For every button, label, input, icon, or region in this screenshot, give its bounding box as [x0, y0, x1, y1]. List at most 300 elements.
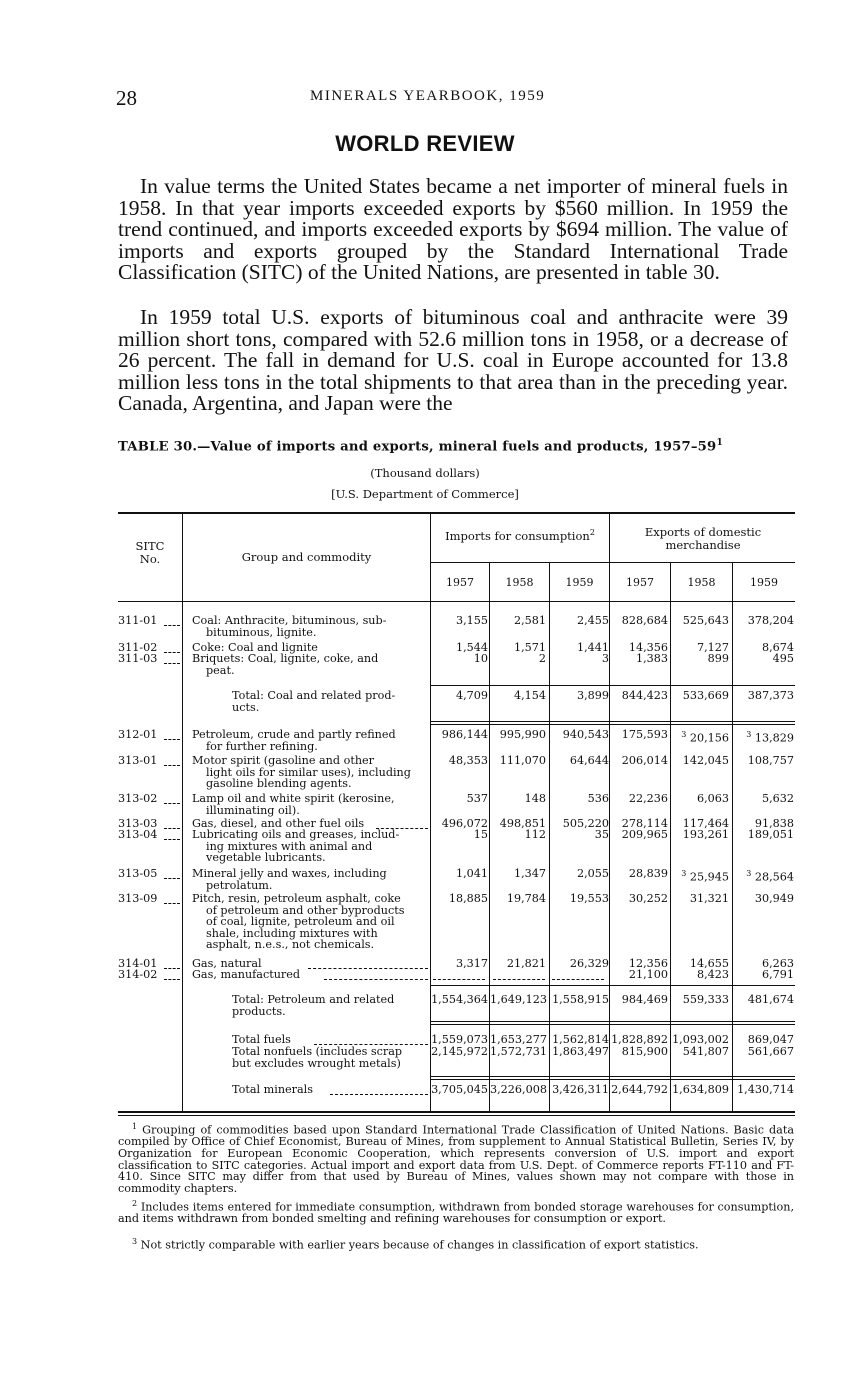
value-cell [549, 994, 609, 1006]
value-cell [610, 1046, 668, 1058]
value-cell [732, 994, 794, 1006]
leader-dots [164, 903, 180, 904]
table-unit: (Thousand dollars) [370, 466, 480, 480]
value-text: 278,114 [621, 817, 668, 830]
value-cell [732, 893, 794, 905]
commodity-label-line: but excludes wrought metals) [232, 1056, 401, 1070]
value-text: 986,144 [441, 728, 488, 741]
value-text: 1,347 [513, 867, 546, 880]
value-text: 4,154 [513, 689, 546, 702]
value-cell [490, 958, 546, 970]
value-text: 844,423 [621, 689, 668, 702]
table-caption [118, 438, 723, 454]
total-rule [430, 1079, 795, 1080]
value-text: 378,204 [747, 614, 794, 627]
value-text: 19,784 [506, 892, 546, 905]
commodity-label [232, 994, 432, 1017]
value-text: 7,127 [696, 641, 729, 654]
value-text: 6,263 [761, 957, 794, 970]
commodity-label-line: ucts. [232, 700, 260, 714]
value-cell [549, 958, 609, 970]
value-cell [610, 868, 668, 880]
value-cell [490, 1034, 546, 1046]
value-text: 111,070 [499, 754, 546, 767]
table-bottom-rule [118, 1111, 795, 1113]
value-text: 1,383 [635, 652, 668, 665]
commodity-label-line: Total fuels [232, 1033, 291, 1046]
value-text: 1,653,277 [490, 1033, 547, 1046]
commodity-label-line: Total nonfuels (includes scrap [232, 1045, 403, 1058]
sitc-code: 311-02 [118, 641, 158, 654]
footnote-ref: 3 [681, 869, 687, 878]
value-text: 209,965 [621, 828, 668, 841]
commodity-label-line: petrolatum. [206, 878, 273, 892]
value-cell [671, 829, 729, 841]
value-text: 25,945 [689, 870, 729, 884]
header-year: 1957 [446, 576, 474, 589]
value-cell [610, 969, 668, 981]
value-cell [610, 793, 668, 805]
footnote [118, 1121, 794, 1194]
value-cell [732, 969, 794, 981]
sitc-code: 313-01 [118, 754, 158, 767]
table-caption-text: TABLE 30.—Value of imports and exports, mineral fuels and products, 1957–59 [118, 439, 717, 455]
value-text: 30,949 [754, 892, 794, 905]
value-text: 206,014 [621, 754, 668, 767]
value-text: 4,709 [455, 689, 488, 702]
footnote-mark: 2 [132, 1199, 138, 1208]
value-cell [732, 690, 794, 702]
value-cell [671, 994, 729, 1006]
value-text: 1,863,497 [552, 1045, 609, 1058]
value-text: 2,581 [513, 614, 546, 627]
commodity-label [232, 690, 432, 713]
leader-dots [164, 652, 180, 653]
header-year: 1958 [505, 576, 534, 589]
commodity-label-line: Total minerals [232, 1083, 313, 1096]
value-text: 19,553 [569, 892, 609, 905]
value-cell [549, 793, 609, 805]
value-text: 541,807 [682, 1045, 729, 1058]
value-text: 64,644 [569, 754, 609, 767]
value-text: 1,558,915 [552, 993, 609, 1006]
value-cell [549, 1046, 609, 1058]
total-rule [430, 724, 795, 725]
page-number: 28 [116, 86, 137, 110]
header-sitc-line: SITC [135, 539, 165, 553]
value-cell [732, 729, 794, 744]
commodity-label-line: Coal: Anthracite, bituminous, sub- [192, 614, 387, 627]
commodity-label-line: asphalt, n.e.s., not chemicals. [206, 938, 375, 951]
empty-cell-dashes [552, 979, 604, 980]
commodity-label [192, 755, 430, 790]
value-cell [430, 1046, 488, 1058]
value-cell [671, 969, 729, 981]
commodity-label-line: Gas, manufactured [192, 968, 301, 981]
value-cell [671, 653, 729, 665]
value-cell [549, 653, 609, 665]
value-text: 35 [594, 828, 609, 841]
commodity-label-line: light oils for similar uses), including [206, 765, 411, 779]
column-rule [430, 514, 431, 1112]
column-rule [182, 514, 183, 1112]
value-cell [430, 729, 488, 741]
value-text: 1,571 [513, 641, 546, 654]
value-cell [671, 1084, 729, 1096]
leader-dots [164, 968, 180, 969]
value-text: 1,828,892 [611, 1033, 668, 1046]
commodity-label [192, 653, 430, 676]
sitc-code: 313-09 [118, 892, 158, 905]
value-text: 525,643 [682, 614, 729, 627]
commodity-label-line: Petroleum, crude and partly refined [192, 728, 396, 741]
leader-dots [164, 878, 180, 879]
sitc-code: 311-03 [118, 652, 158, 665]
value-cell [430, 958, 488, 970]
leader-dots [164, 979, 180, 980]
footnote-ref: 3 [681, 730, 687, 739]
value-text: 20,156 [689, 731, 729, 745]
value-text: 30,252 [628, 892, 668, 905]
header-sitc-line: No. [139, 552, 161, 566]
value-text: 495 [772, 652, 794, 665]
value-cell [549, 893, 609, 905]
body-paragraph: In value terms the United States became a net importer of mineral fuels in 1958. In that year imports exceeded exports by $560 million. In 1959 the trend continued, and imports exceeded exports by $694 million. The value of imports and exports grouped by the Standard International Trade Classification (SITC) of the United Nations, are presented in table 30. [118, 174, 788, 285]
value-cell [549, 868, 609, 880]
footnote-ref: 2 [589, 528, 595, 537]
commodity-label-line: vegetable lubricants. [206, 851, 326, 864]
commodity-label-line: Lubricating oils and greases, includ- [192, 828, 400, 841]
value-text: 498,851 [499, 817, 546, 830]
value-cell [430, 793, 488, 805]
value-text: 815,900 [621, 1045, 668, 1058]
value-cell [732, 829, 794, 841]
value-text: 1,562,814 [552, 1033, 609, 1046]
value-text: 8,423 [696, 968, 729, 981]
value-cell [549, 1084, 609, 1096]
value-text: 13,829 [754, 731, 794, 745]
value-text: 21,100 [628, 968, 668, 981]
value-text: 537 [466, 792, 488, 805]
sitc-code: 314-01 [118, 957, 158, 970]
value-cell [490, 1084, 546, 1096]
value-text: 8,674 [761, 641, 794, 654]
table-source: [U.S. Department of Commerce] [331, 487, 519, 501]
value-cell [430, 1084, 488, 1096]
body-paragraph: In 1959 total U.S. exports of bituminous coal and anthracite were 39 million short tons, compared with 52.6 million tons in 1958, or a decrease of 26 percent. The fall in demand for U.S. coal in Europe accounted for 13.8 million less tons in the total shipments to that area than in the preceding year. Canada, Argentina, and Japan were the [118, 305, 788, 416]
header-year: 1958 [687, 576, 716, 589]
commodity-label [192, 829, 430, 864]
value-text: 1,572,731 [490, 1045, 547, 1058]
total-rule [430, 1024, 795, 1025]
value-text: 496,072 [441, 817, 488, 830]
commodity-label-line: Coke: Coal and lignite [192, 641, 318, 654]
value-cell [490, 793, 546, 805]
footnote-text: Grouping of commodities based upon Standard International Trade Classification of United Nations. Basic data compiled by Office of Chief Economist, Bureau of Mines, from supplement to Annual Statistical Bulletin, Series IV, by Organization for European Economic Cooperation, which represents conversion of U.S. import and export classification to SITC categories. Actual import and export data from U.S. Dept. of Commerce reports FT-110 and FT-410. Since SITC may differ from that used by Bureau of Mines, values shown may not compare with those in commodity chapters. [118, 1123, 794, 1195]
footnote-rule [118, 1115, 795, 1116]
value-text: 2,644,792 [611, 1083, 668, 1096]
value-text: 481,674 [747, 993, 794, 1006]
value-text: 505,220 [562, 817, 609, 830]
commodity-label [192, 793, 430, 816]
value-cell [732, 793, 794, 805]
value-cell [490, 653, 546, 665]
value-text: 6,063 [696, 792, 729, 805]
commodity-label [192, 868, 430, 891]
value-cell [671, 868, 729, 883]
value-text: 561,667 [747, 1045, 794, 1058]
total-rule [430, 721, 795, 722]
value-cell [671, 793, 729, 805]
footnote-text: Includes items entered for immediate consumption, withdrawn from bonded storage warehouses for consumption, and items withdrawn from bonded smelting and refining warehouses for consumption or export. [118, 1200, 794, 1226]
value-cell [430, 868, 488, 880]
value-text: 984,469 [621, 993, 668, 1006]
value-cell [671, 615, 729, 627]
value-text: 1,634,809 [672, 1083, 729, 1096]
value-text: 6,791 [761, 968, 794, 981]
commodity-label-line: bituminous, lignite. [206, 625, 317, 639]
header-year: 1959 [565, 576, 594, 589]
value-text: 112 [524, 828, 546, 841]
value-cell [430, 615, 488, 627]
sitc-code: 313-03 [118, 817, 158, 830]
value-cell [610, 690, 668, 702]
value-text: 3,155 [455, 614, 488, 627]
total-rule [430, 1076, 795, 1077]
value-text: 387,373 [747, 689, 794, 702]
value-text: 1,441 [576, 641, 609, 654]
value-text: 28,564 [754, 870, 794, 884]
commodity-label-line: peat. [206, 663, 235, 677]
leader-dots [164, 765, 180, 766]
total-rule [430, 1021, 795, 1022]
value-text: 2,145,972 [431, 1045, 488, 1058]
sitc-code: 314-02 [118, 968, 158, 981]
table-top-rule [118, 512, 795, 514]
value-cell [610, 994, 668, 1006]
leader-dots [164, 839, 180, 840]
header-imports [431, 526, 609, 543]
value-cell [610, 653, 668, 665]
leader-dots [164, 803, 180, 804]
value-text: 108,757 [747, 754, 794, 767]
commodity-label-line: of petroleum and other byproducts [206, 903, 405, 917]
value-cell [490, 615, 546, 627]
value-text: 28,839 [628, 867, 668, 880]
value-cell [490, 690, 546, 702]
value-text: 3 [601, 652, 609, 665]
value-text: 21,821 [506, 957, 546, 970]
commodity-label [192, 615, 430, 638]
value-cell [430, 829, 488, 841]
value-text: 2 [538, 652, 546, 665]
leader-dots [164, 739, 180, 740]
footnote-ref: 1 [716, 438, 723, 448]
value-cell [610, 829, 668, 841]
value-text: 2,055 [576, 867, 609, 880]
value-text: 142,045 [682, 754, 729, 767]
header-imports-text: Imports for consumption [445, 528, 590, 543]
sitc-code: 312-01 [118, 728, 158, 741]
sitc-code: 313-05 [118, 867, 158, 880]
sitc-code: 311-01 [118, 614, 158, 627]
value-text: 1,649,123 [490, 993, 547, 1006]
table-header-rule [118, 601, 795, 602]
value-cell [490, 755, 546, 767]
value-text: 559,333 [682, 993, 729, 1006]
leader-dots [324, 979, 428, 980]
value-cell [671, 1034, 729, 1046]
commodity-label [192, 893, 430, 951]
value-text: 14,356 [628, 641, 668, 654]
value-text: 940,543 [562, 728, 609, 741]
value-cell [549, 690, 609, 702]
value-text: 1,093,002 [672, 1033, 729, 1046]
value-cell [610, 1084, 668, 1096]
commodity-label-line: gasoline blending agents. [206, 777, 352, 790]
header-year: 1957 [626, 576, 654, 589]
value-text: 1,041 [455, 867, 488, 880]
leader-dots [330, 1094, 428, 1095]
value-cell [490, 994, 546, 1006]
sitc-code: 313-02 [118, 792, 158, 805]
value-cell [610, 615, 668, 627]
commodity-label [232, 1046, 432, 1069]
value-text: 5,632 [761, 792, 794, 805]
value-text: 1,559,073 [431, 1033, 488, 1046]
header-year: 1959 [750, 576, 778, 589]
value-cell [732, 868, 794, 883]
footnote-ref: 3 [746, 730, 752, 739]
value-text: 536 [587, 792, 609, 805]
year-header-rule [430, 562, 795, 563]
value-cell [732, 1046, 794, 1058]
leader-dots [164, 663, 180, 664]
value-cell [671, 755, 729, 767]
value-text: 3,317 [455, 957, 488, 970]
commodity-label-line: ing mixtures with animal and [206, 839, 373, 853]
value-cell [549, 829, 609, 841]
commodity-label-line: Total: Petroleum and related [232, 993, 395, 1006]
value-cell [732, 1084, 794, 1096]
footnote [118, 1198, 794, 1225]
value-text: 48,353 [448, 754, 488, 767]
commodity-label [192, 729, 430, 752]
value-cell [732, 615, 794, 627]
value-cell [490, 893, 546, 905]
commodity-label-line: Gas, natural [192, 957, 262, 970]
value-cell [490, 1046, 546, 1058]
value-cell [610, 1034, 668, 1046]
header-group: Group and commodity [241, 550, 372, 564]
value-cell [490, 829, 546, 841]
commodity-label-line: for further refining. [206, 739, 318, 753]
commodity-label-line: products. [232, 1004, 286, 1018]
value-text: 22,236 [628, 792, 668, 805]
value-cell [610, 729, 668, 741]
value-text: 533,669 [682, 689, 729, 702]
commodity-label-line: shale, including mixtures with [206, 926, 378, 940]
leader-dots [164, 625, 180, 626]
column-rule [609, 514, 610, 1112]
leader-dots [164, 828, 180, 829]
footnote-mark: 3 [132, 1237, 138, 1246]
total-rule [430, 685, 795, 686]
value-text: 91,838 [754, 817, 794, 830]
footnote-mark: 1 [132, 1122, 138, 1131]
value-text: 995,990 [499, 728, 546, 741]
commodity-label-line: Pitch, resin, petroleum asphalt, coke [192, 892, 401, 905]
value-text: 3,705,045 [431, 1083, 488, 1096]
value-cell [549, 729, 609, 741]
value-text: 3,899 [576, 689, 609, 702]
footnote-ref: 3 [746, 869, 752, 878]
commodity-label-line: Briquets: Coal, lignite, coke, and [192, 652, 379, 665]
value-cell [732, 653, 794, 665]
header-sitc [118, 540, 182, 566]
value-cell [549, 642, 609, 654]
value-text: 869,047 [747, 1033, 794, 1046]
value-cell [430, 893, 488, 905]
value-cell [549, 755, 609, 767]
value-text: 189,051 [747, 828, 794, 841]
value-text: 3,226,008 [490, 1083, 547, 1096]
commodity-label-line: Lamp oil and white spirit (kerosine, [192, 792, 395, 805]
value-text: 26,329 [569, 957, 609, 970]
value-cell [732, 755, 794, 767]
value-cell [732, 1034, 794, 1046]
commodity-label-line: Total: Coal and related prod- [232, 689, 396, 702]
value-text: 1,554,364 [431, 993, 488, 1006]
value-text: 3,426,311 [552, 1083, 609, 1096]
value-cell [671, 1046, 729, 1058]
value-text: 899 [707, 652, 729, 665]
value-text: 31,321 [689, 892, 729, 905]
value-text: 828,684 [621, 614, 668, 627]
footnote-text: Not strictly comparable with earlier years because of changes in classification of export statistics. [140, 1238, 699, 1252]
value-cell [549, 1034, 609, 1046]
value-cell [671, 893, 729, 905]
value-text: 175,593 [621, 728, 668, 741]
commodity-label-line: of coal, lignite, petroleum and oil [206, 915, 395, 928]
empty-cell-dashes [493, 979, 545, 980]
footnote [118, 1236, 794, 1251]
value-cell [430, 690, 488, 702]
value-text: 10 [473, 652, 488, 665]
value-cell [671, 729, 729, 744]
value-text: 2,455 [576, 614, 609, 627]
value-cell [430, 1034, 488, 1046]
value-text: 148 [524, 792, 546, 805]
value-text: 12,356 [628, 957, 668, 970]
value-cell [610, 755, 668, 767]
value-cell [610, 893, 668, 905]
value-cell [490, 729, 546, 741]
header-exports: Exports of domestic merchandise [644, 525, 762, 552]
commodity-label-line: Motor spirit (gasoline and other [192, 754, 374, 767]
commodity-label-line: Mineral jelly and waxes, including [192, 867, 387, 880]
value-cell [671, 690, 729, 702]
sitc-code: 313-04 [118, 828, 158, 841]
value-cell [430, 653, 488, 665]
total-rule [430, 985, 795, 986]
value-cell [430, 755, 488, 767]
value-text: 1,544 [455, 641, 488, 654]
value-cell [549, 615, 609, 627]
value-cell [430, 994, 488, 1006]
value-text: 14,655 [689, 957, 729, 970]
value-cell [490, 642, 546, 654]
